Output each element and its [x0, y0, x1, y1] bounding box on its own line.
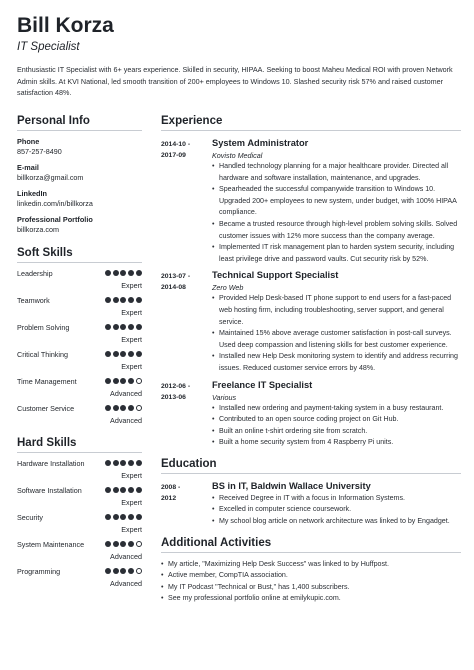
personal-info-label: Professional Portfolio	[17, 215, 93, 224]
skill-level: Expert	[121, 498, 142, 507]
rating-dot-filled-icon	[120, 324, 126, 330]
education-heading: Education	[161, 457, 461, 474]
rating-dot-filled-icon	[113, 324, 119, 330]
activities-list	[161, 559, 461, 605]
rating-dot-empty-icon	[136, 541, 142, 547]
skill-name: Hardware Installation	[17, 459, 85, 468]
personal-info-label: Phone	[17, 137, 40, 146]
rating-dot-filled-icon	[128, 297, 134, 303]
skill-row	[17, 540, 142, 567]
rating-dot-filled-icon	[136, 270, 142, 276]
job-employer: Kovisto Medical	[212, 151, 263, 160]
rating-dot-filled-icon	[113, 487, 119, 493]
job-start-date: 2012-06 -	[161, 382, 191, 390]
skill-row	[17, 323, 142, 350]
job-start-date: 2014-10 -	[161, 141, 191, 148]
rating-dot-filled-icon	[128, 541, 134, 547]
personal-info-value: 857-257-8490	[17, 147, 62, 156]
rating-dot-filled-icon	[120, 568, 126, 574]
skill-name: Teamwork	[17, 296, 50, 305]
job-bullet: • Provided Help Desk-based IT phone support to end users for a fast-paced web hosting firm, including troubleshooting, server support, and general service.	[212, 293, 461, 328]
rating-dot-filled-icon	[128, 324, 134, 330]
candidate-name: Bill Korza	[17, 14, 114, 37]
job-employer: Various	[212, 392, 237, 402]
skill-name: Security	[17, 513, 43, 522]
rating-dot-filled-icon	[105, 460, 111, 466]
job-end-date: 2017-09	[161, 152, 186, 159]
personal-info-heading: Personal Info	[17, 114, 142, 131]
education-bullets	[212, 493, 461, 528]
job-bullet: • Spearheaded the successful companywide transition to Windows 10. Upgraded 200+ employees to new system, under budget, with 100% HIPAA compliance.	[212, 184, 461, 219]
personal-info-label: LinkedIn	[17, 189, 47, 198]
rating-dot-filled-icon	[128, 378, 134, 384]
rating-dot-filled-icon	[113, 297, 119, 303]
rating-dot-filled-icon	[120, 270, 126, 276]
skill-row	[17, 269, 142, 296]
skill-rating-dots	[105, 270, 142, 276]
personal-info-value: linkedin.com/in/billkorza	[17, 199, 93, 208]
rating-dot-filled-icon	[105, 405, 111, 411]
job-bullets	[212, 293, 461, 374]
experience-list	[161, 137, 461, 449]
skill-level: Advanced	[110, 579, 142, 588]
experience-heading: Experience	[161, 114, 461, 131]
skill-level: Advanced	[110, 389, 142, 398]
education-start-date: 2008 -	[161, 483, 181, 491]
rating-dot-filled-icon	[105, 568, 111, 574]
personal-info-value: billkorza@gmail.com	[17, 173, 84, 182]
job-role: System Administrator	[212, 138, 309, 148]
skill-rating-dots	[105, 324, 142, 330]
personal-info-value: billkorza.com	[17, 225, 59, 234]
skill-name: Problem Solving	[17, 323, 70, 332]
skill-name: System Maintenance	[17, 540, 85, 549]
activity-bullet: • My article, "Maximizing Help Desk Success" was linked to by Huffpost.	[161, 559, 461, 571]
education-dates	[161, 482, 209, 504]
skill-level: Expert	[121, 308, 142, 317]
rating-dot-filled-icon	[105, 324, 111, 330]
job-entry	[161, 269, 461, 374]
rating-dot-empty-icon	[136, 378, 142, 384]
job-bullet: • Contributed to an open source coding project on Git Hub.	[212, 414, 461, 426]
skill-rating-dots	[105, 405, 142, 411]
job-bullet: • Implemented IT risk management plan to harden system security, including least privilege drive and password vaults. Cut security risk by 52%.	[212, 242, 461, 265]
rating-dot-empty-icon	[136, 568, 142, 574]
rating-dot-filled-icon	[113, 270, 119, 276]
skill-name: Customer Service	[17, 404, 75, 413]
rating-dot-filled-icon	[113, 541, 119, 547]
skill-rating-dots	[105, 297, 142, 303]
rating-dot-filled-icon	[120, 297, 126, 303]
personal-info-label: E-mail	[17, 163, 39, 172]
job-dates	[161, 381, 209, 403]
skill-name: Time Management	[17, 377, 77, 386]
rating-dot-filled-icon	[120, 514, 126, 520]
education-end-date: 2012	[161, 494, 177, 502]
skill-name: Programming	[17, 567, 61, 576]
education-bullet: • Received Degree in IT with a focus in Information Systems.	[212, 493, 461, 505]
skill-rating-dots	[105, 378, 142, 384]
job-end-date: 2013-06	[161, 393, 186, 401]
skill-level: Expert	[121, 362, 142, 371]
soft-skills-heading: Soft Skills	[17, 246, 142, 263]
job-bullet: • Built a home security system from 4 Raspberry Pi units.	[212, 437, 461, 449]
skill-rating-dots	[105, 487, 142, 493]
rating-dot-filled-icon	[136, 297, 142, 303]
job-employer: Zero Web	[212, 283, 244, 293]
skill-rating-dots	[105, 568, 142, 574]
skill-row	[17, 404, 142, 431]
job-bullet: • Installed new Help Desk monitoring system to identify and address recurring issues. Reduced customer service errors by 48%.	[212, 351, 461, 374]
rating-dot-filled-icon	[136, 487, 142, 493]
skill-row	[17, 567, 142, 594]
job-bullets	[212, 161, 461, 265]
hard-skills-heading: Hard Skills	[17, 436, 142, 453]
rating-dot-filled-icon	[105, 351, 111, 357]
skill-row	[17, 350, 142, 377]
education-bullet: • Excelled in computer science coursework.	[212, 504, 461, 516]
rating-dot-filled-icon	[120, 378, 126, 384]
rating-dot-filled-icon	[120, 351, 126, 357]
job-entry	[161, 379, 461, 449]
rating-dot-filled-icon	[128, 270, 134, 276]
skill-level: Advanced	[110, 552, 142, 561]
rating-dot-filled-icon	[113, 378, 119, 384]
rating-dot-filled-icon	[105, 378, 111, 384]
rating-dot-filled-icon	[120, 541, 126, 547]
left-column	[17, 114, 142, 594]
job-bullet: • Handled technology planning for a major healthcare provider. Directed all hardware and software installation, maintenance, and upgrades.	[212, 161, 461, 184]
skill-name: Leadership	[17, 269, 53, 278]
skill-name: Critical Thinking	[17, 350, 68, 359]
skill-level: Expert	[121, 525, 142, 534]
skill-rating-dots	[105, 460, 142, 466]
job-end-date: 2014-08	[161, 284, 186, 292]
hard-skills-list	[17, 459, 142, 594]
soft-skills-list	[17, 269, 142, 431]
rating-dot-filled-icon	[105, 270, 111, 276]
rating-dot-filled-icon	[136, 460, 142, 466]
rating-dot-filled-icon	[113, 568, 119, 574]
job-dates	[161, 271, 209, 293]
rating-dot-filled-icon	[136, 324, 142, 330]
skill-level: Advanced	[110, 416, 142, 425]
rating-dot-filled-icon	[113, 405, 119, 411]
rating-dot-filled-icon	[113, 351, 119, 357]
activity-bullet: • See my professional portfolio online at emilykupic.com.	[161, 593, 461, 605]
rating-dot-filled-icon	[105, 541, 111, 547]
job-bullets	[212, 403, 461, 449]
rating-dot-filled-icon	[128, 351, 134, 357]
job-start-date: 2013-07 -	[161, 273, 191, 281]
activity-bullet: • My IT Podcast "Technical or Bust," has 1,400 subscribers.	[161, 582, 461, 594]
job-bullet: • Became a trusted resource through high-level problem solving skills. Solved customer issues with 12% more success than the company average.	[212, 219, 461, 242]
resume-header	[17, 14, 457, 99]
activities-heading: Additional Activities	[161, 536, 461, 553]
education-degree: BS in IT, Baldwin Wallace University	[212, 480, 371, 491]
profile-summary: Enthusiastic IT Specialist with 6+ years experience. Skilled in security, HIPAA. Seeking to boost Maheu Medical ROI with proven Network Admin skills. At KVI National, led smooth transition of 200+ employees to Windows 10. Slashed security risk 57% and raised customer satisfaction 48%.	[17, 65, 453, 98]
rating-dot-filled-icon	[113, 460, 119, 466]
personal-info-list	[17, 137, 142, 235]
rating-dot-filled-icon	[136, 351, 142, 357]
skill-rating-dots	[105, 541, 142, 547]
right-column	[161, 114, 461, 605]
job-role: Freelance IT Specialist	[212, 379, 313, 390]
rating-dot-filled-icon	[128, 487, 134, 493]
job-role: Technical Support Specialist	[212, 270, 339, 281]
rating-dot-filled-icon	[128, 405, 134, 411]
activity-bullet: • Active member, CompTIA association.	[161, 570, 461, 582]
skill-rating-dots	[105, 351, 142, 357]
job-bullet: • Installed new ordering and payment-taking system in a busy restaurant.	[212, 403, 461, 415]
skill-level: Expert	[121, 281, 142, 290]
job-entry	[161, 137, 461, 265]
rating-dot-filled-icon	[128, 514, 134, 520]
skill-row	[17, 296, 142, 323]
job-bullet: • Maintained 15% above average customer satisfaction in post-call surveys. Used deep compassion and listening skills for best customer experience.	[212, 328, 461, 351]
rating-dot-filled-icon	[105, 297, 111, 303]
skill-name: Software Installation	[17, 486, 82, 495]
skill-level: Expert	[121, 471, 142, 480]
rating-dot-filled-icon	[105, 487, 111, 493]
rating-dot-filled-icon	[120, 405, 126, 411]
skill-row	[17, 459, 142, 486]
skill-row	[17, 513, 142, 540]
rating-dot-filled-icon	[120, 487, 126, 493]
education-entry	[161, 480, 461, 528]
rating-dot-filled-icon	[128, 460, 134, 466]
skill-row	[17, 377, 142, 404]
rating-dot-empty-icon	[136, 405, 142, 411]
education-bullet: • My school blog article on network architecture was linked to by Engadget.	[212, 516, 461, 528]
job-dates	[161, 139, 209, 161]
job-title: IT Specialist	[17, 41, 80, 53]
rating-dot-filled-icon	[136, 514, 142, 520]
job-bullet: • Built an online t-shirt ordering site from scratch.	[212, 426, 461, 438]
education-list	[161, 480, 461, 528]
rating-dot-filled-icon	[128, 568, 134, 574]
skill-level: Expert	[121, 335, 142, 344]
skill-row	[17, 486, 142, 513]
skill-rating-dots	[105, 514, 142, 520]
rating-dot-filled-icon	[120, 460, 126, 466]
rating-dot-filled-icon	[105, 514, 111, 520]
rating-dot-filled-icon	[113, 514, 119, 520]
